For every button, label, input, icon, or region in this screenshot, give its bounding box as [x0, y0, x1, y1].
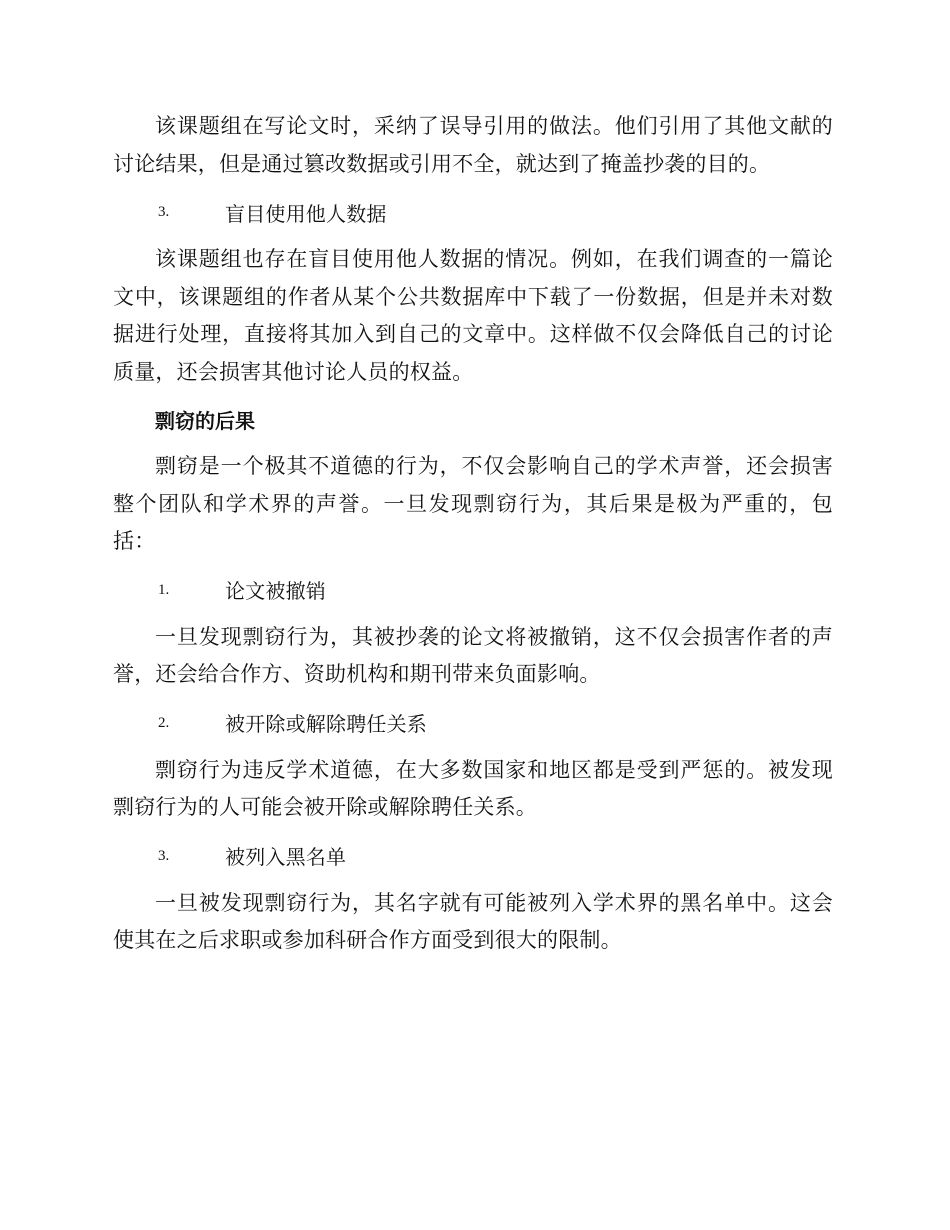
- list-number: 1.: [158, 581, 170, 598]
- list-number: 3.: [158, 204, 170, 220]
- document-body: [113, 108, 833, 971]
- list-item-label: 被开除或解除聘任关系: [225, 712, 427, 736]
- list-item-paper-retracted: [113, 572, 833, 608]
- list-item-label: 盲目使用他人数据: [225, 201, 387, 226]
- list-number: 2.: [158, 714, 170, 731]
- paragraph-blacklisted: 一旦被发现剽窃行为，其名字就有可能被列入学术界的黑名单中。这会使其在之后求职或参加科研合作方面受到很大的限制。: [113, 890, 833, 952]
- section-heading-consequences: 剽窃的后果: [155, 409, 255, 433]
- list-item-dismissed: [113, 705, 833, 741]
- list-item-blacklisted: [113, 838, 833, 874]
- list-number: 3.: [158, 847, 170, 864]
- paragraph-blind-data-use: 该课题组也存在盲目使用他人数据的情况。例如，在我们调查的一篇论文中，该课题组的作者从某个公共数据库中下载了一份数据，但是并未对数据进行处理，直接将其加入到自己的文章中。这样做不仅会降低自己的讨论质量，还会损害其他讨论人员的权益。: [113, 247, 833, 384]
- paragraph-paper-retracted: 一旦发现剽窃行为，其被抄袭的论文将被撤销，这不仅会损害作者的声誉，还会给合作方、资助机构和期刊带来负面影响。: [113, 624, 833, 686]
- list-item-blind-data-use: [113, 194, 833, 230]
- paragraph-misleading-citation: 该课题组在写论文时，采纳了误导引用的做法。他们引用了其他文献的讨论结果，但是通过篡改数据或引用不全，就达到了掩盖抄袭的目的。: [113, 114, 833, 176]
- list-item-label: 论文被撤销: [225, 579, 326, 603]
- paragraph-consequences-intro: 剽窃是一个极其不道德的行为，不仅会影响自己的学术声誉，还会损害整个团队和学术界的声誉。一旦发现剽窃行为，其后果是极为严重的，包括：: [113, 454, 833, 553]
- paragraph-dismissed: 剽窃行为违反学术道德，在大多数国家和地区都是受到严惩的。被发现剽窃行为的人可能会被开除或解除聘任关系。: [113, 757, 833, 819]
- list-item-label: 被列入黑名单: [225, 845, 347, 869]
